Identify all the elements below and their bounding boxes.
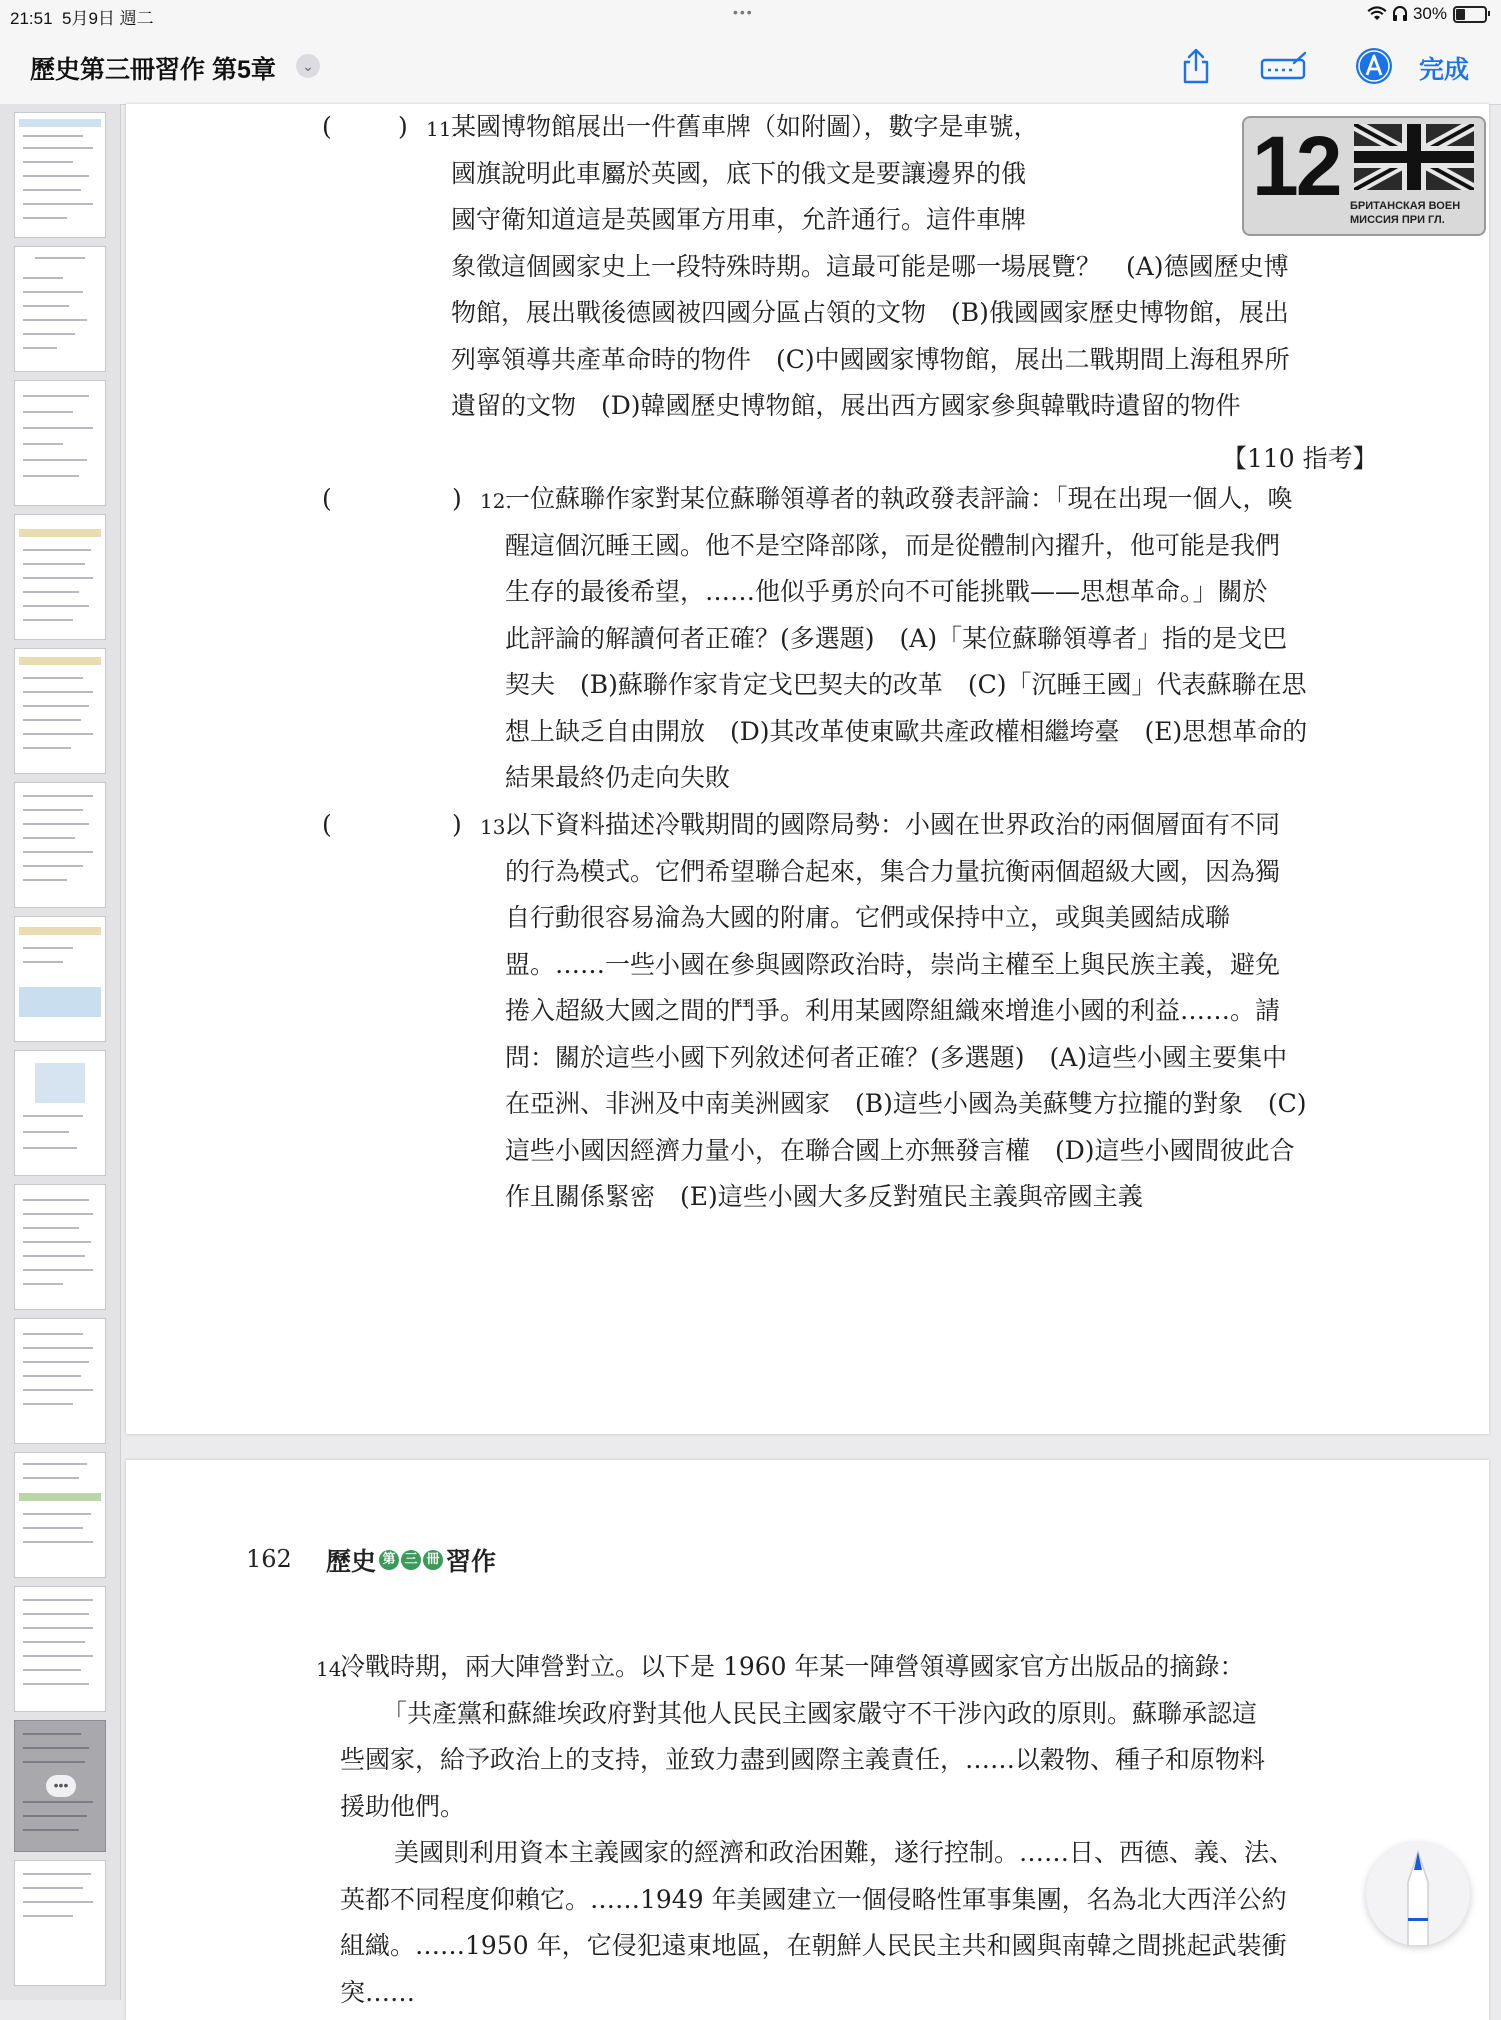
question-number: 14. xyxy=(316,1657,348,1681)
page-thumbnail[interactable] xyxy=(14,1050,106,1176)
wifi-icon xyxy=(1367,6,1387,22)
page-thumbnail[interactable] xyxy=(14,246,106,372)
question-line: 生存的最後希望，……他似乎勇於向不可能挑戰——思想革命。」關於 xyxy=(505,577,1268,606)
pencil-icon xyxy=(1366,1842,1470,1946)
page-thumbnail[interactable] xyxy=(14,1184,106,1310)
battery-level xyxy=(1456,9,1465,20)
quote-line: 些國家，給予政治上的支持，並致力盡到國際主義責任，……以穀物、種子和原物料 xyxy=(340,1745,1266,1774)
question-number: 11. xyxy=(426,117,458,141)
exam-reference: 【110 指考】 xyxy=(1222,444,1378,473)
question-12-text xyxy=(505,476,1307,802)
status-time xyxy=(10,4,154,29)
question-line: 在亞洲、非洲及中南美洲國家 (B)這些小國為美蘇雙方拉攏的對象 (C) xyxy=(505,1089,1307,1118)
plate-russian-text: МИССИЯ ПРИ ГЛ. xyxy=(1350,214,1445,226)
page-thumbnail[interactable] xyxy=(14,1586,106,1712)
question-line: 遺留的文物 (D)韓國歷史博物館，展出西方國家參與韓戰時遺留的物件 xyxy=(451,391,1241,420)
header-title: 歷史 xyxy=(326,1547,377,1576)
plate-russian-text: БРИТАНСКАЯ ВОЕН xyxy=(1350,200,1461,212)
question-line: 捲入超級大國之間的鬥爭。利用某國際組織來增進小國的利益……。請 xyxy=(505,996,1281,1025)
volume-badge-char: 第 xyxy=(379,1550,399,1570)
headphones-icon xyxy=(1393,6,1407,22)
answer-bracket-open[interactable]: ( xyxy=(322,484,332,513)
plate-number: 12 xyxy=(1252,119,1340,213)
clock: 21:51 xyxy=(10,9,53,28)
question-line: 國守衛知道這是英國軍方用車，允許通行。這件車牌 xyxy=(451,205,1027,234)
answer-bracket-close: ) xyxy=(452,484,462,513)
question-line: 問：關於這些小國下列敘述何者正確？(多選題) (A)這些小國主要集中 xyxy=(505,1042,1288,1072)
volume-badge xyxy=(379,1550,443,1570)
page-number: 162 xyxy=(246,1545,292,1573)
question-line: 契夫 (B)蘇聯作家肯定戈巴契夫的改革 (C)「沉睡王國」代表蘇聯在思 xyxy=(505,670,1307,699)
status-right xyxy=(1367,4,1487,24)
question-line: 象徵這個國家史上一段特殊時期。這最可能是哪一場展覽？ (A)德國歷史博 xyxy=(451,251,1289,281)
document-page[interactable] xyxy=(126,104,1489,1434)
question-line: 冷戰時期，兩大陣營對立。以下是 1960 年某一陣營領導國家官方出版品的摘錄： xyxy=(340,1652,1245,1681)
status-bar xyxy=(0,0,1501,30)
question-line: 物館，展出戰後德國被四國分區占領的文物 (B)俄國國家歷史博物館，展出 xyxy=(451,298,1289,327)
volume-badge-char: 冊 xyxy=(423,1550,443,1570)
page-thumbnail[interactable] xyxy=(14,380,106,506)
question-line: 此評論的解讀何者正確？(多選題) (A)「某位蘇聯領導者」指的是戈巴 xyxy=(505,623,1288,653)
page-thumbnail-selected[interactable] xyxy=(14,1720,106,1852)
page-thumbnail[interactable] xyxy=(14,1860,106,1986)
page-thumbnail[interactable] xyxy=(14,782,106,908)
question-line: 結果最終仍走向失敗 xyxy=(505,763,731,792)
question-line: 以下資料描述冷戰期間的國際局勢：小國在世界政治的兩個層面有不同 xyxy=(505,810,1281,839)
question-line: 的行為模式。它們希望聯合起來，集合力量抗衡兩個超級大國，因為獨 xyxy=(505,856,1281,886)
done-button[interactable]: 完成 xyxy=(1419,56,1470,84)
answer-bracket-open[interactable]: ( xyxy=(322,810,332,839)
question-line: 醒這個沉睡王國。他不是空降部隊，而是從體制內擢升，他可能是我們 xyxy=(505,530,1281,560)
page-thumbnail[interactable] xyxy=(14,648,106,774)
question-number: 12. xyxy=(480,489,512,513)
document-page[interactable] xyxy=(126,1460,1489,2020)
question-line: 盟。……一些小國在參與國際政治時，崇尚主權至上與民族主義，避免 xyxy=(505,949,1281,979)
header-suffix: 習作 xyxy=(446,1547,497,1576)
chevron-down-icon[interactable]: ⌄ xyxy=(296,54,320,78)
page-header xyxy=(326,1542,496,1578)
page-thumbnail[interactable] xyxy=(14,514,106,640)
battery-icon xyxy=(1453,6,1487,23)
question-line: 自行動很容易淪為大國的附庸。它們或保持中立，或與美國結成聯 xyxy=(505,903,1231,932)
page-thumbnail[interactable] xyxy=(14,1318,106,1444)
quote-line: 援助他們。 xyxy=(340,1791,466,1821)
question-line: 列寧領導共產革命時的物件 (C)中國國家博物館，展出二戰期間上海租界所 xyxy=(451,344,1290,374)
question-13-text xyxy=(505,802,1307,1221)
battery-percent: 30% xyxy=(1412,4,1447,23)
more-options-icon[interactable]: ••• xyxy=(46,1775,76,1797)
union-jack-flag-icon xyxy=(1354,124,1474,190)
quote-line: 英都不同程度仰賴它。……1949 年美國建立一個侵略性軍事集團，名為北大西洋公約 xyxy=(340,1884,1287,1914)
quote-line: 突…… xyxy=(340,1977,416,2007)
page-thumbnail[interactable] xyxy=(14,916,106,1042)
question-line: 一位蘇聯作家對某位蘇聯領導者的執政發表評論：「現在出現一個人，喚 xyxy=(505,484,1293,513)
question-14-text xyxy=(340,1644,1294,2016)
navigation-bar xyxy=(0,30,1501,105)
question-line: 某國博物館展出一件舊車牌（如附圖），數字是車號， xyxy=(451,112,1039,141)
multitasking-dots-icon[interactable]: ••• xyxy=(733,4,754,20)
question-line: 作且關係緊密 (E)這些小國大多反對殖民主義與帝國主義 xyxy=(505,1182,1143,1211)
volume-badge-char: 三 xyxy=(401,1550,421,1570)
question-line: 想上缺乏自由開放 (D)其改革使東歐共產政權相繼垮臺 (E)思想革命的 xyxy=(505,716,1308,746)
quote-line: 組織。……1950 年，它侵犯遠東地區，在朝鮮人民民主共和國與南韓之間挑起武裝衝 xyxy=(340,1931,1287,1960)
question-line: 這些小國因經濟力量小，在聯合國上亦無發言權 (D)這些小國間彼此合 xyxy=(505,1135,1295,1165)
quote-line: 「共產黨和蘇維埃政府對其他人民民主國家嚴守不干涉內政的原則。蘇聯承認這 xyxy=(382,1698,1258,1728)
answer-bracket-open[interactable]: ( xyxy=(322,112,332,141)
pen-toolbar-icon[interactable] xyxy=(1258,44,1310,88)
pencil-tool-button[interactable] xyxy=(1366,1842,1470,1946)
page-thumbnail[interactable] xyxy=(14,1452,106,1578)
markup-icon[interactable] xyxy=(1352,44,1396,88)
question-number: 13. xyxy=(480,815,512,839)
quote-line: 美國則利用資本主義國家的經濟和政治困難，遂行控制。……日、西德、義、法、 xyxy=(394,1838,1295,1867)
document-title[interactable]: 歷史第三冊習作 第5章 xyxy=(30,56,276,84)
question-11-text xyxy=(451,104,1290,430)
share-icon[interactable] xyxy=(1174,44,1218,88)
license-plate-image xyxy=(1242,116,1486,236)
question-line: 國旗說明此車屬於英國，底下的俄文是要讓邊界的俄 xyxy=(451,158,1027,188)
page-thumbnail[interactable] xyxy=(14,112,106,238)
date: 5月9日 週二 xyxy=(62,9,154,28)
answer-bracket-close: ) xyxy=(398,112,408,141)
answer-bracket-close: ) xyxy=(452,810,462,839)
page-thumbnail-sidebar[interactable] xyxy=(0,104,121,2000)
